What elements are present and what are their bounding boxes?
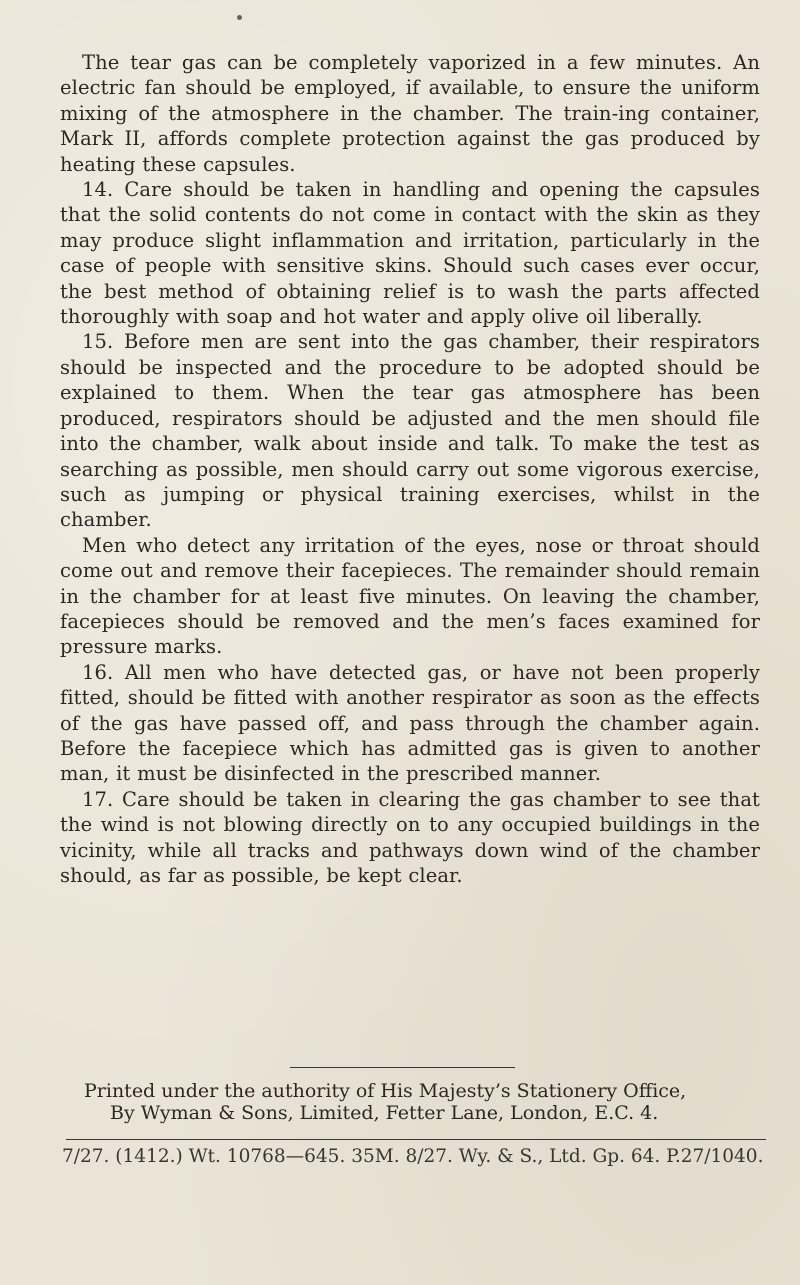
paragraph-15-respirator-inspection: 15. Before men are sent into the gas chamber, their respirators should be inspected and the procedure to be adopted should be explained to them. When the tear gas atmosphere has been produced, respirators should be adjusted and the men should file into the chamber, walk about inside and talk. To make the test as searching as possible, men should carry out some vigorous exercise, such as jumping or physical training exercises, whilst in the chamber. (60, 330, 760, 532)
imprint-authority-line: Printed under the authority of His Majesty’s Stationery Office, (84, 1080, 687, 1102)
divider-short (290, 1067, 515, 1068)
printer-imprint (60, 1080, 760, 1124)
paragraph-tear-gas-vaporized: The tear gas can be completely vaporized in a few minutes. An electric fan should be employed, if available, to ensure the uniform mixing of the atmosphere in the chamber. The train-ing container, Mark II, affords complete protection against the gas produced by heating these capsules. (60, 51, 760, 176)
paragraph-14-capsule-handling: 14. Care should be taken in handling and opening the capsules that the solid contents do not come in contact with the skin as they may produce slight inflammation and irritation, particularly in the case of people with sensitive skins. Should such cases ever occur, the best method of obtaining relief is to wash the parts affected thoroughly with soap and hot water and apply olive oil liberally. (60, 178, 760, 329)
body-text (60, 50, 760, 888)
ink-speck (237, 15, 242, 20)
divider-long (66, 1139, 766, 1140)
paragraph-17-clearing-chamber: 17. Care should be taken in clearing the gas chamber to see that the wind is not blowing directly on to any occupied buildings in the vicinity, while all tracks and pathways down wind of the chamber should, as far as possible, be kept clear. (60, 787, 760, 887)
paragraph-16-refitting: 16. All men who have detected gas, or have not been properly fitted, should be fitted with another respirator as soon as the effects of the gas have passed off, and pass through the chamber again. Before the facepiece which has admitted gas is given to another man, it must be disinfected in the prescribed manner. (60, 660, 760, 786)
paragraph-irritation-facepieces: Men who detect any irritation of the eyes, nose or throat should come out and remove their facepieces. The remainder should remain in the chamber for at least five minutes. On leaving the chamber, facepieces should be removed and the men’s faces examined for pressure marks. (60, 533, 760, 659)
imprint-printer-line: By Wyman & Sons, Limited, Fetter Lane, London, E.C. 4. (110, 1102, 659, 1124)
print-reference-code: 7/27. (1412.) Wt. 10768—645. 35M. 8/27. Wy. & S., Ltd. Gp. 64. P.27/1040. (62, 1146, 764, 1167)
